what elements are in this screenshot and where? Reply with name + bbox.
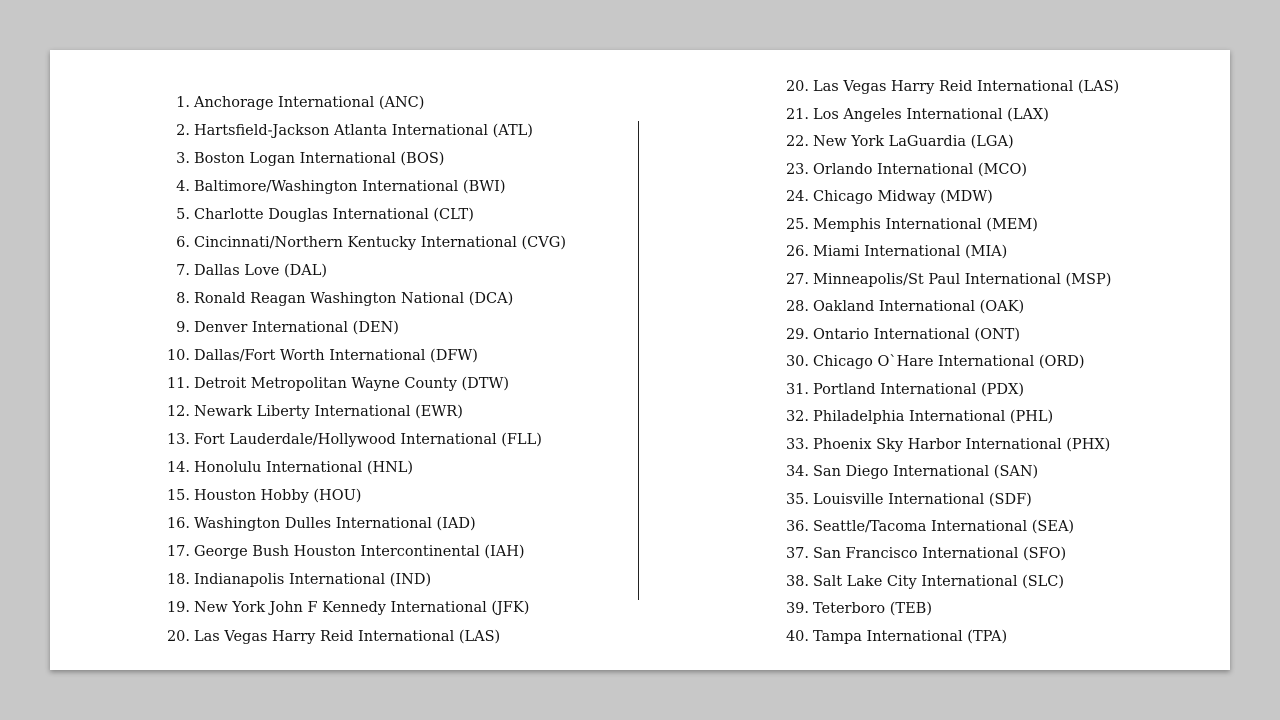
list-item-text: Hartsfield-Jackson Atlanta International (ATL) — [194, 122, 533, 139]
airport-list-item — [777, 596, 1119, 623]
list-item-text: Newark Liberty International (EWR) — [194, 403, 463, 420]
list-item-text: San Francisco International (SFO) — [813, 546, 1067, 563]
airport-list-item — [777, 431, 1119, 458]
list-item-text: Denver International (DEN) — [194, 319, 399, 336]
airport-list-item — [777, 568, 1119, 595]
airport-list-item — [158, 454, 566, 482]
airport-list-item — [158, 539, 566, 567]
list-item-number: 25. — [785, 216, 809, 233]
list-item-text: Dallas/Fort Worth International (DFW) — [194, 347, 478, 364]
airport-list-item — [158, 314, 566, 342]
airport-list-right — [777, 74, 1119, 651]
airport-list-item — [777, 404, 1119, 431]
list-item-text: San Diego International (SAN) — [813, 464, 1039, 481]
list-item-text: Baltimore/Washington International (BWI) — [194, 179, 506, 196]
airport-list-item — [158, 229, 566, 257]
list-item-text: Louisville International (SDF) — [813, 491, 1032, 508]
list-item-number: 27. — [785, 271, 809, 288]
list-item-text: George Bush Houston Intercontinental (IAH) — [194, 544, 525, 561]
list-item-number: 12. — [166, 403, 190, 420]
airport-list-item — [158, 117, 566, 145]
list-item-number: 35. — [785, 491, 809, 508]
list-item-number: 8. — [176, 291, 190, 308]
list-item-text: Honolulu International (HNL) — [194, 460, 414, 477]
list-item-number: 32. — [785, 409, 809, 426]
list-item-number: 33. — [785, 436, 809, 453]
airport-list-item — [777, 129, 1119, 156]
airport-list-left — [158, 89, 566, 651]
list-item-text: Chicago O`Hare International (ORD) — [813, 354, 1085, 371]
airport-list-item — [158, 426, 566, 454]
airport-list-item — [777, 211, 1119, 238]
list-item-number: 22. — [785, 134, 809, 151]
list-item-number: 28. — [785, 299, 809, 316]
list-item-text: Las Vegas Harry Reid International (LAS) — [194, 628, 501, 645]
airport-list-item — [158, 398, 566, 426]
airport-list-item — [777, 321, 1119, 348]
list-item-text: Las Vegas Harry Reid International (LAS) — [813, 79, 1120, 96]
list-item-text: Miami International (MIA) — [813, 244, 1008, 261]
airport-list-item — [777, 541, 1119, 568]
list-item-text: Orlando International (MCO) — [813, 161, 1028, 178]
list-item-text: Portland International (PDX) — [813, 381, 1025, 398]
airport-list-item — [158, 370, 566, 398]
list-item-text: Philadelphia International (PHL) — [813, 409, 1054, 426]
airport-list-item — [158, 286, 566, 314]
airport-list-item — [777, 101, 1119, 128]
list-item-text: Ontario International (ONT) — [813, 326, 1020, 343]
list-item-text: Oakland International (OAK) — [813, 299, 1025, 316]
list-item-number: 39. — [785, 601, 809, 618]
airport-list-item — [158, 510, 566, 538]
airport-list-item — [158, 595, 566, 623]
airport-list-item — [777, 623, 1119, 650]
list-item-number: 36. — [785, 518, 809, 535]
list-item-text: Charlotte Douglas International (CLT) — [194, 207, 474, 224]
list-item-number: 26. — [785, 244, 809, 261]
list-item-number: 20. — [785, 79, 809, 96]
airport-list-item — [158, 567, 566, 595]
list-item-number: 4. — [176, 179, 190, 196]
list-item-number: 7. — [176, 263, 190, 280]
list-item-number: 9. — [176, 319, 190, 336]
list-item-text: Teterboro (TEB) — [813, 601, 932, 618]
list-item-number: 23. — [785, 161, 809, 178]
list-item-number: 24. — [785, 189, 809, 206]
list-item-number: 16. — [166, 516, 190, 533]
airport-list-item — [777, 486, 1119, 513]
list-item-number: 13. — [166, 431, 190, 448]
list-item-text: Los Angeles International (LAX) — [813, 106, 1049, 123]
list-item-text: New York LaGuardia (LGA) — [813, 134, 1014, 151]
list-item-number: 5. — [176, 207, 190, 224]
list-item-number: 14. — [166, 460, 190, 477]
airport-list-item — [158, 89, 566, 117]
list-item-number: 3. — [176, 150, 190, 167]
list-item-text: Salt Lake City International (SLC) — [813, 573, 1065, 590]
airport-list-item — [777, 239, 1119, 266]
list-item-text: Detroit Metropolitan Wayne County (DTW) — [194, 375, 510, 392]
airport-list-item — [158, 173, 566, 201]
list-item-number: 1. — [176, 94, 190, 111]
airport-list-item — [158, 201, 566, 229]
list-item-number: 40. — [785, 628, 809, 645]
airport-list-item — [777, 349, 1119, 376]
list-item-number: 2. — [176, 122, 190, 139]
column-divider — [638, 121, 639, 600]
list-item-number: 21. — [785, 106, 809, 123]
airport-list-item — [777, 184, 1119, 211]
list-item-text: Seattle/Tacoma International (SEA) — [813, 518, 1075, 535]
list-item-number: 17. — [166, 544, 190, 561]
list-item-text: Tampa International (TPA) — [813, 628, 1008, 645]
airport-list-item — [777, 459, 1119, 486]
airport-list-item — [158, 145, 566, 173]
list-item-text: Indianapolis International (IND) — [194, 572, 432, 589]
airport-list-item — [158, 342, 566, 370]
list-item-number: 6. — [176, 235, 190, 252]
list-item-text: Fort Lauderdale/Hollywood International (FLL) — [194, 431, 542, 448]
list-item-text: Cincinnati/Northern Kentucky International (CVG) — [194, 235, 566, 252]
list-item-text: Ronald Reagan Washington National (DCA) — [194, 291, 514, 308]
list-item-number: 10. — [166, 347, 190, 364]
airport-list-item — [158, 482, 566, 510]
list-item-text: Washington Dulles International (IAD) — [194, 516, 476, 533]
airport-list-item — [158, 623, 566, 651]
list-item-text: Memphis International (MEM) — [813, 216, 1038, 233]
airport-list-item — [777, 376, 1119, 403]
airport-list-item — [777, 74, 1119, 101]
list-item-text: Anchorage International (ANC) — [194, 94, 425, 111]
list-item-number: 15. — [166, 488, 190, 505]
list-item-number: 38. — [785, 573, 809, 590]
airport-list-item — [158, 258, 566, 286]
list-item-text: Phoenix Sky Harbor International (PHX) — [813, 436, 1111, 453]
list-item-number: 31. — [785, 381, 809, 398]
list-item-text: Dallas Love (DAL) — [194, 263, 328, 280]
airport-list-item — [777, 294, 1119, 321]
list-item-number: 34. — [785, 464, 809, 481]
airport-list-item — [777, 266, 1119, 293]
list-item-number: 20. — [166, 628, 190, 645]
list-item-text: New York John F Kennedy International (JFK) — [194, 600, 530, 617]
list-item-number: 29. — [785, 326, 809, 343]
slide-page — [50, 50, 1230, 670]
list-item-text: Houston Hobby (HOU) — [194, 488, 362, 505]
list-item-number: 11. — [166, 375, 190, 392]
list-item-number: 18. — [166, 572, 190, 589]
list-item-text: Minneapolis/St Paul International (MSP) — [813, 271, 1112, 288]
list-item-number: 19. — [166, 600, 190, 617]
list-item-number: 30. — [785, 354, 809, 371]
airport-list-item — [777, 156, 1119, 183]
airport-list-item — [777, 514, 1119, 541]
list-item-text: Boston Logan International (BOS) — [194, 150, 445, 167]
list-item-text: Chicago Midway (MDW) — [813, 189, 993, 206]
list-item-number: 37. — [785, 546, 809, 563]
